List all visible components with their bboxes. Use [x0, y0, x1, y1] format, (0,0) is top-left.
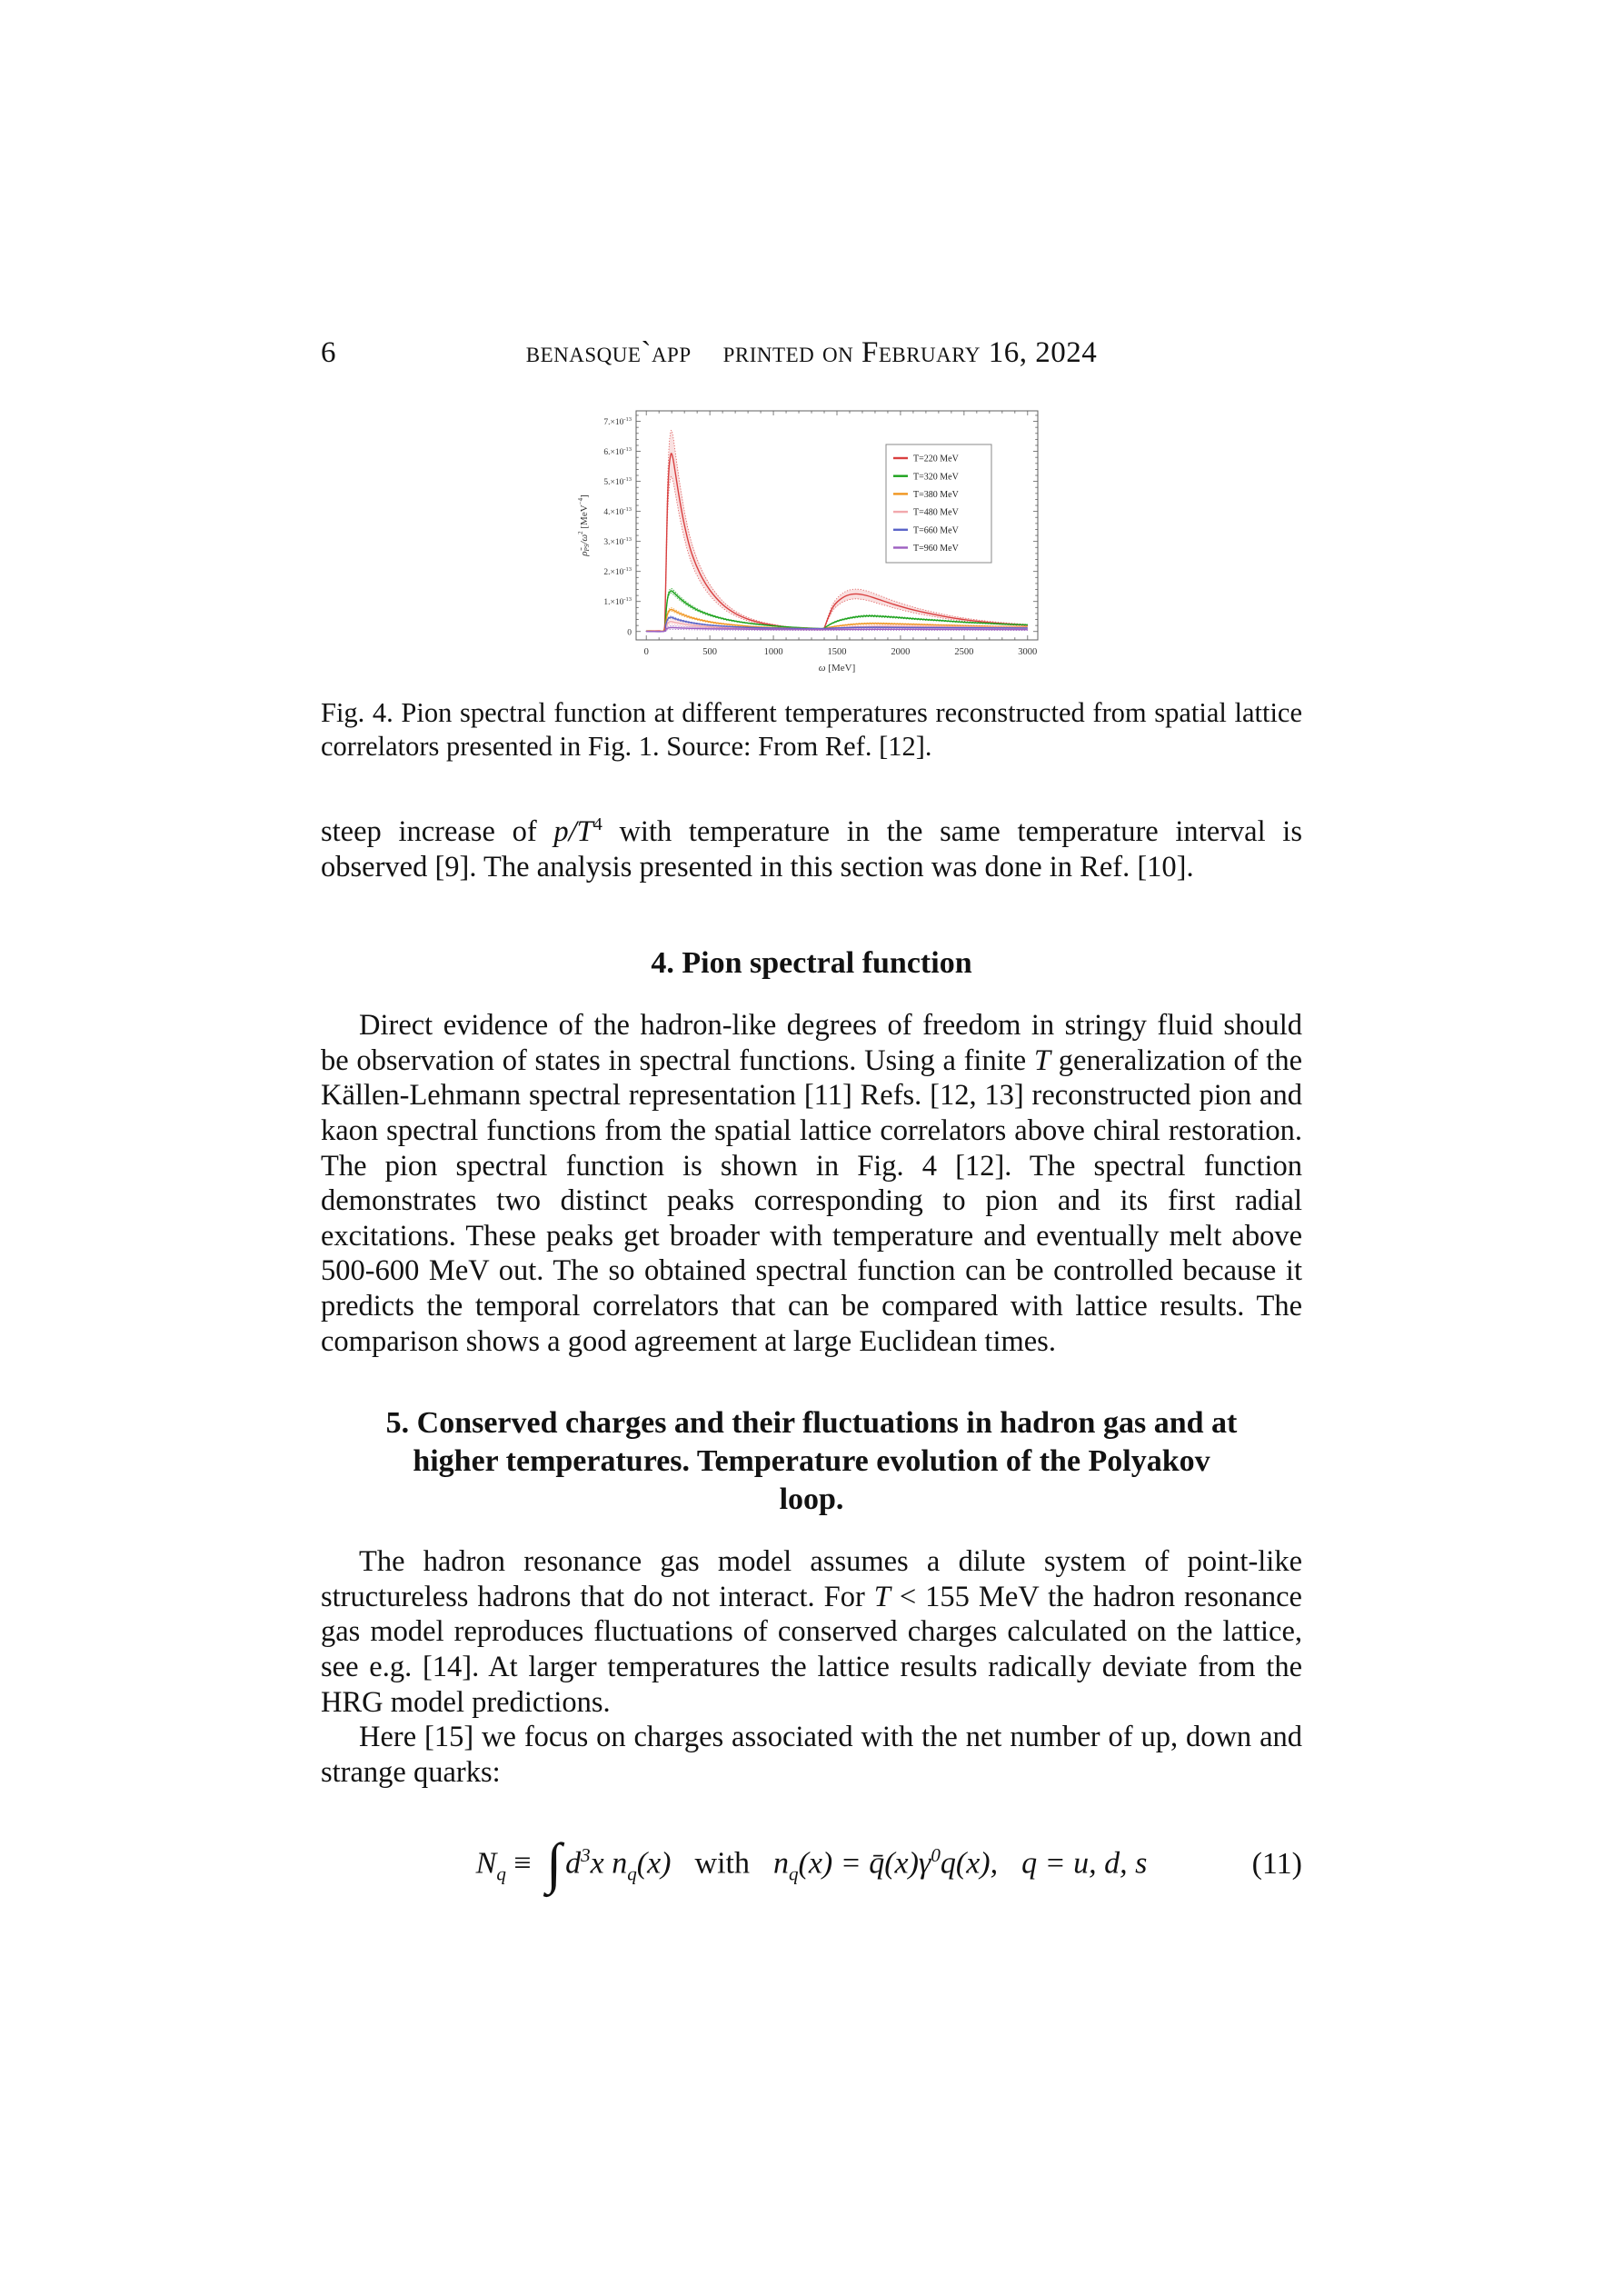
y-tick-label: $2.\times 10^{-13}$: [603, 566, 632, 578]
y-tick-label: $7.\times 10^{-13}$: [603, 416, 632, 428]
x-tick-label: 1000: [763, 647, 783, 657]
figure-caption: [321, 696, 1302, 764]
inline-math-sup: 4: [592, 814, 602, 835]
text-run: Direct evidence of the hadron-like degrees of freedom in stringy fluid should be observation of states in spectral functions. Using a finite: [321, 1009, 1302, 1077]
y-tick-label: $5.\times 10^{-13}$: [603, 476, 632, 488]
eq-sub: q: [496, 1862, 506, 1885]
eq-sub: q: [788, 1862, 799, 1885]
legend-label: T=380 MeV: [913, 490, 959, 500]
eq-symbol: x n: [590, 1846, 628, 1881]
running-header: [321, 336, 1302, 374]
text-run: generalization of the Källen-Lehmann spectral representation [11] Refs. [12, 13] reconstructed pion and kaon spectral functions from the spatial lattice correlators above chiral restoration. The pion spectral function is shown in Fig. 4 [12]. The spectral function demonstrates two distinct peaks corresponding to pion and its first radial excitations. These peaks get broader with temperature and eventually melt above 500-600 MeV out. The so obtained spectral function can be controlled because it predicts the temporal correlators that can be compared with lattice results. The comparison shows a good agreement at large Euclidean times.: [321, 1043, 1303, 1358]
paragraph-continuation: [321, 814, 1302, 884]
eq-symbol: n: [772, 1846, 789, 1881]
text-run: steep increase of: [321, 815, 554, 848]
inline-math: T: [1033, 1043, 1050, 1077]
y-tick-label: $4.\times 10^{-13}$: [603, 506, 632, 518]
caption-text: Pion spectral function at different temperatures reconstructed from spatial lattice correlators presented in Fig. 1. Source: From Ref. [12].: [321, 697, 1303, 762]
section-4-paragraph: [321, 1008, 1302, 1359]
eq-operator: ≡: [505, 1846, 540, 1881]
text-run: The hadron resonance gas model assumes a dilute system of point-like structureless hadrons that do not interact. For: [321, 1545, 1302, 1613]
heading-line: 5. Conserved charges and their fluctuations in hadron gas and at: [385, 1406, 1238, 1441]
section-5-paragraph-2: Here [15] we focus on charges associated with the net number of up, down and strange quarks:: [321, 1721, 1302, 1789]
x-tick-label: 0: [643, 647, 649, 657]
eq-symbol: q = u, d, s: [1021, 1846, 1148, 1881]
x-tick-label: 2000: [891, 647, 911, 657]
eq-symbol: d: [565, 1846, 582, 1881]
equation-number: (11): [1251, 1847, 1302, 1882]
x-tick-label: 2500: [954, 647, 974, 657]
section-5-heading: [321, 1404, 1302, 1519]
eq-word: with: [694, 1846, 750, 1881]
inline-math: p/T: [553, 815, 593, 848]
x-tick-label: 1500: [827, 647, 847, 657]
eq-sup: 0: [931, 1844, 941, 1867]
legend-label: T=480 MeV: [913, 507, 959, 518]
pion-spectral-function-chart: [575, 402, 1048, 685]
chart-container: [575, 402, 1048, 685]
legend-label: T=320 MeV: [913, 472, 959, 483]
section-4-heading: 4. Pion spectral function: [651, 946, 972, 981]
eq-sub: q: [627, 1862, 637, 1885]
inline-math: T: [873, 1580, 891, 1613]
x-tick-label: 500: [702, 647, 718, 657]
x-axis-label: ω [MeV]: [818, 663, 856, 674]
y-tick-label: $1.\times 10^{-13}$: [603, 596, 632, 608]
eq-sup: 3: [581, 1844, 591, 1867]
text-run: with temperature in the same temperature interval is observed [9]. The analysis presented in this section was done in Ref. [10].: [321, 815, 1302, 883]
legend-label: T=960 MeV: [913, 544, 959, 554]
running-title: benasque`app printed on February 16, 2024: [525, 336, 1098, 369]
eq-symbol: N: [475, 1846, 497, 1881]
text-run: < 155 MeV the hadron resonance gas model reproduces fluctuations of conserved charges calculated on the lattice, see e.g. [14]. At larger temperatures the lattice results radically deviate from the HRG model predictions.: [321, 1580, 1302, 1719]
page-number: 6: [321, 336, 336, 369]
y-tick-label: 0: [627, 628, 632, 638]
caption-prefix: Fig. 4.: [321, 697, 393, 728]
y-tick-label: $6.\times 10^{-13}$: [603, 446, 632, 458]
equation-body: [321, 1832, 1302, 1897]
x-tick-label: 3000: [1018, 647, 1038, 657]
eq-symbol: (x) = q̄(x)γ: [798, 1846, 931, 1881]
legend-label: T=220 MeV: [913, 454, 959, 464]
eq-symbol: (x): [636, 1846, 672, 1881]
integral-sign: ∫: [546, 1832, 563, 1895]
equation-11: [321, 1821, 1302, 1908]
legend-label: T=660 MeV: [913, 525, 959, 536]
heading-line: loop.: [779, 1482, 844, 1517]
figure-4: [321, 402, 1302, 764]
heading-line: higher temperatures. Temperature evolution of the Polyakov: [413, 1444, 1210, 1479]
eq-symbol: q(x),: [940, 1846, 999, 1881]
section-5-paragraph-1: [321, 1544, 1302, 1720]
y-tick-label: $3.\times 10^{-13}$: [603, 536, 632, 548]
y-axis-label: $\rhõPS/\omega^2$ [MeV$^{-4}$]: [577, 494, 591, 556]
